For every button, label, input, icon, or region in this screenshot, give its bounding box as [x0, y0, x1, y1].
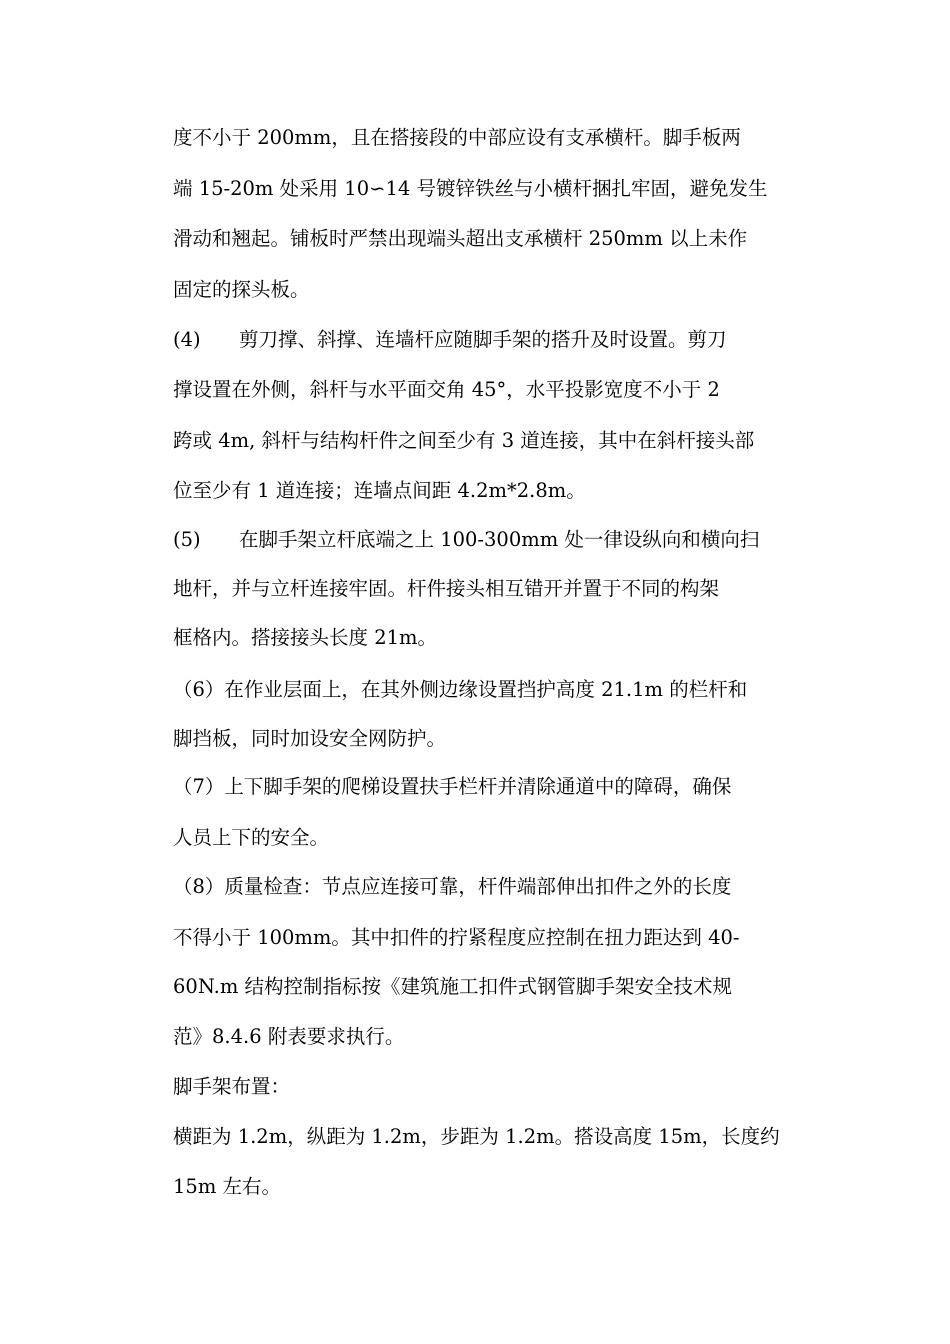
text-line: 固定的探头板。 — [173, 278, 310, 301]
text-line: 地杆，并与立杆连接牢固。杆件接头相互错开并置于不同的构架 — [173, 577, 720, 600]
text-line: 滑动和翘起。铺板时严禁出现端头超出支承横杆 250mm 以上未作 — [173, 227, 748, 250]
text-line: 端 15-20m 处采用 10∽14 号镀锌铁丝与小横杆捆扎牢固，避免发生 — [173, 177, 768, 200]
list-marker: (5) — [173, 528, 201, 551]
text-line: 在脚手架立杆底端之上 100-300mm 处一律设纵向和横向扫 — [239, 528, 760, 551]
list-item-4-first-line — [173, 327, 727, 353]
text-line: 脚挡板，同时加设安全网防护。 — [173, 727, 447, 750]
text-line: 度不小于 200mm，且在搭接段的中部应设有支承横杆。脚手板两 — [173, 126, 741, 149]
text-line: 人员上下的安全。 — [173, 826, 330, 849]
list-item-5-first-line — [173, 527, 759, 553]
text-line: 跨或 4m, 斜杆与结构杆件之间至少有 3 道连接，其中在斜杆接头部 — [173, 429, 755, 452]
text-line: 范》8.4.6 附表要求执行。 — [173, 1025, 405, 1048]
section-heading: 脚手架布置： — [173, 1075, 291, 1098]
list-marker: (4) — [173, 328, 201, 351]
text-line: 剪刀撑、斜撑、连墙杆应随脚手架的搭升及时设置。剪刀 — [239, 328, 727, 351]
text-line: （7）上下脚手架的爬梯设置扶手栏杆并清除通道中的障碍，确保 — [173, 775, 732, 798]
text-line: 撑设置在外侧，斜杆与水平面交角 45°，水平投影宽度不小于 2 — [173, 378, 720, 401]
text-line: 位至少有 1 道连接；连墙点间距 4.2m*2.8m。 — [173, 479, 586, 502]
text-line: 不得小于 100mm。其中扣件的拧紧程度应控制在扭力距达到 40- — [173, 926, 740, 949]
text-line: 15m 左右。 — [173, 1175, 282, 1198]
text-line: （6）在作业层面上，在其外侧边缘设置挡护高度 21.1m 的栏杆和 — [173, 678, 748, 701]
text-line: 60N.m 结构控制指标按《建筑施工扣件式钢管脚手架安全技术规 — [173, 975, 733, 998]
text-line: （8）质量检查：节点应连接可靠，杆件端部伸出扣件之外的长度 — [173, 875, 732, 898]
text-line: 横距为 1.2m，纵距为 1.2m，步距为 1.2m。搭设高度 15m，长度约 — [173, 1125, 780, 1148]
text-line: 框格内。搭接接头长度 21m。 — [173, 626, 438, 649]
